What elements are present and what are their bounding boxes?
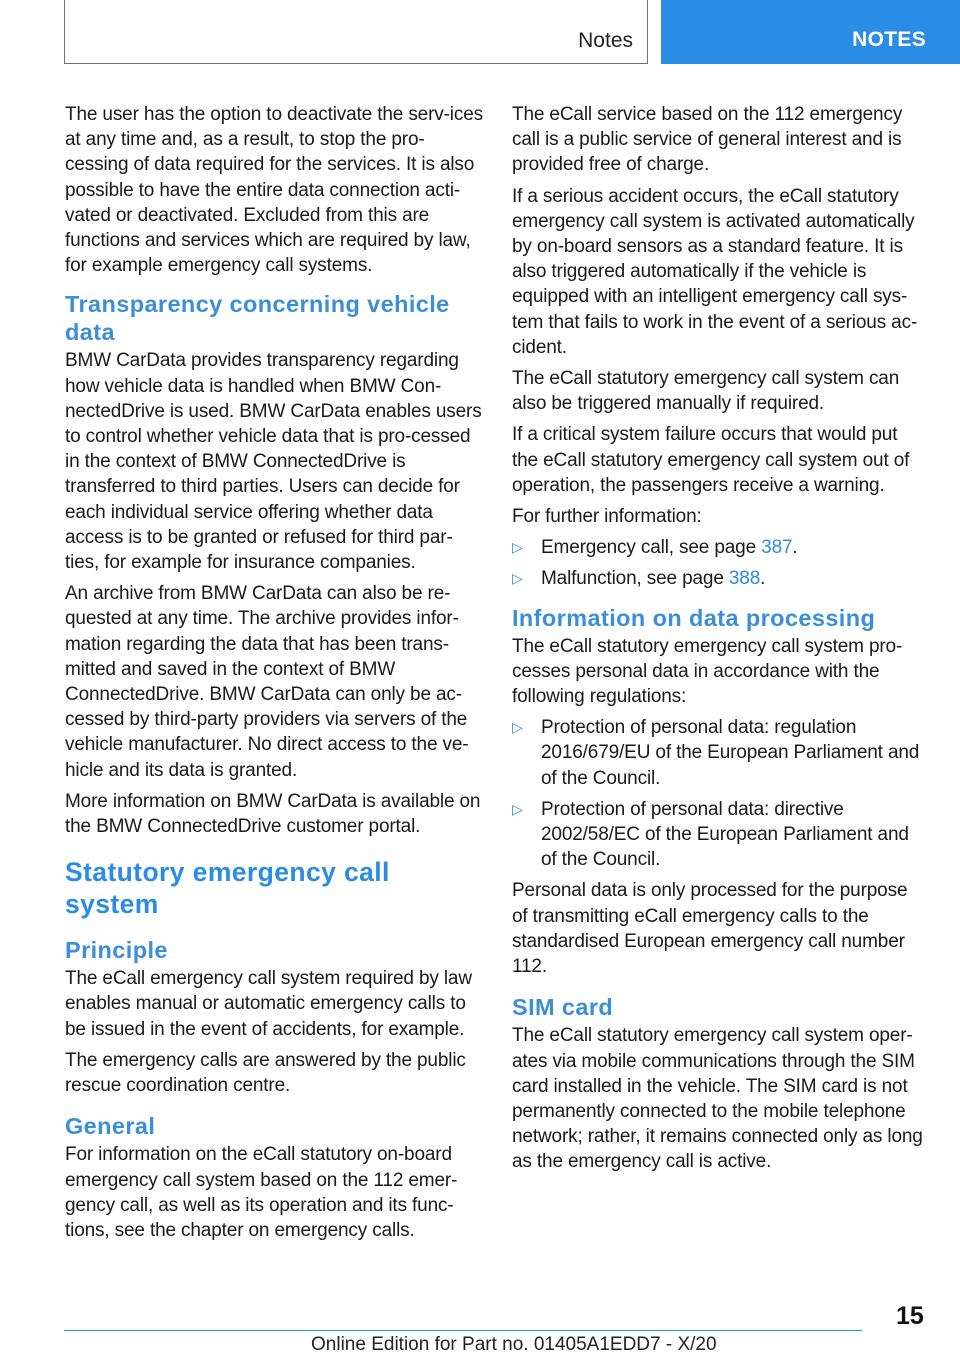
paragraph: More information on BMW CarData is available on the BMW ConnectedDrive customer portal.: [65, 790, 481, 838]
header-chapter-tab[interactable]: NOTES: [661, 0, 960, 64]
header-section-label: Notes: [578, 29, 633, 52]
list-item-text: Protection of personal data: directive 2002/58/EC of the European Parliament and of the Council.: [541, 798, 909, 871]
list-item-text: Protection of personal data: regulation 2016/679/EU of the European Parliament and of the Council.: [541, 717, 920, 789]
paragraph: The user has the option to deactivate the serv-ices at any time and, as a result, to stop the pro-cessing of data required for the services. It is also possible to have the entire data connection acti-vated or deactivated. Excluded from this are functions and services which are required by law, for example emergency call systems.: [65, 104, 483, 277]
triangle-bullet-icon: ▷: [512, 570, 523, 587]
triangle-bullet-icon: ▷: [512, 800, 523, 817]
heading-information-data-processing: Information on data processing: [512, 604, 876, 631]
page-link[interactable]: 388: [728, 568, 761, 590]
footer-edition: Online Edition for Part no. 01405A1EDD7 - X/20: [311, 1334, 717, 1355]
paragraph: The eCall statutory emergency call system pro-cesses personal data in accordance with the following regulations:: [512, 635, 903, 708]
paragraph: The eCall statutory emergency call system can also be triggered manually if required.: [512, 368, 900, 415]
heading-statutory-emergency-call: Statutory emergency call system: [65, 857, 390, 920]
regulation-list: [512, 715, 928, 872]
header-frame: [64, 0, 648, 64]
paragraph: For information on the eCall statutory on-board emergency call system based on the 112 emer-gency call, as well as its operation and its func-tions, see the chapter on emergency calls.: [65, 1144, 458, 1241]
paragraph: The eCall statutory emergency call system oper-ates via mobile communications through the SIM card installed in the vehicle. The SIM card is not permanently connected to the mobile telephone network; rather, it remains connected only as long as the emergency call is active.: [512, 1025, 923, 1173]
paragraph: The eCall emergency call system required by law enables manual or automatic emergency calls to be issued in the event of accidents, for example.: [65, 968, 472, 1040]
paragraph: The emergency calls are answered by the public rescue coordination centre.: [65, 1049, 466, 1097]
heading-principle: Principle: [65, 937, 168, 964]
list-item-end: .: [792, 537, 798, 559]
paragraph: BMW CarData provides transparency regarding how vehicle data is handled when BMW Con-nectedDrive is used. BMW CarData enables users to control whether vehicle data that is pro-cessed in the context of BMW ConnectedDrive is transferred to third parties. Users can decide for each individual service offering whether data access is to be granted or refused for third par-ties, for example for insurance companies.: [65, 350, 482, 574]
paragraph: Personal data is only processed for the purpose of transmitting eCall emergency calls to the standardised European emergency call number 112.: [512, 880, 908, 978]
footer-divider: [64, 1330, 862, 1331]
heading-general: General: [65, 1113, 156, 1140]
list-item: [512, 566, 928, 591]
paragraph: If a critical system failure occurs that would put the eCall statutory emergency call system out of operation, the passengers receive a warning.: [512, 424, 910, 496]
list-item-text: Emergency call, see page: [541, 537, 762, 559]
list-item-end: .: [760, 568, 766, 590]
list-item: [512, 797, 928, 873]
heading-transparency: Transparency concerning vehicle data: [65, 291, 450, 346]
triangle-bullet-icon: ▷: [512, 719, 523, 736]
paragraph: An archive from BMW CarData can also be re-quested at any time. The archive provides infor-mation regarding the data that has been trans-mitted and saved in the context of BMW ConnectedDrive. BMW CarData can only be ac-cessed by third-party providers via servers of the vehicle manufacturer. No direct access to the ve-hicle and its data is granted.: [65, 583, 469, 781]
triangle-bullet-icon: ▷: [512, 539, 523, 556]
paragraph: For further information:: [512, 506, 702, 528]
right-column: [512, 102, 928, 1181]
list-item-text: Malfunction, see page: [541, 568, 729, 590]
left-column: [65, 102, 483, 1249]
page-number: 15: [896, 1302, 924, 1330]
paragraph: If a serious accident occurs, the eCall statutory emergency call system is activated automatically by on-board sensors as a standard feature. It is also triggered automatically if the vehicle is equipped with an intelligent emergency call sys-tem that fails to work in the event of a serious ac-cident.: [512, 185, 918, 358]
list-item: [512, 715, 928, 791]
list-item: [512, 535, 928, 560]
page-link[interactable]: 387: [761, 537, 793, 559]
reference-list: [512, 535, 928, 591]
heading-sim-card: SIM card: [512, 994, 614, 1021]
paragraph: The eCall service based on the 112 emergency call is a public service of general interest and is provided free of charge.: [512, 104, 903, 176]
